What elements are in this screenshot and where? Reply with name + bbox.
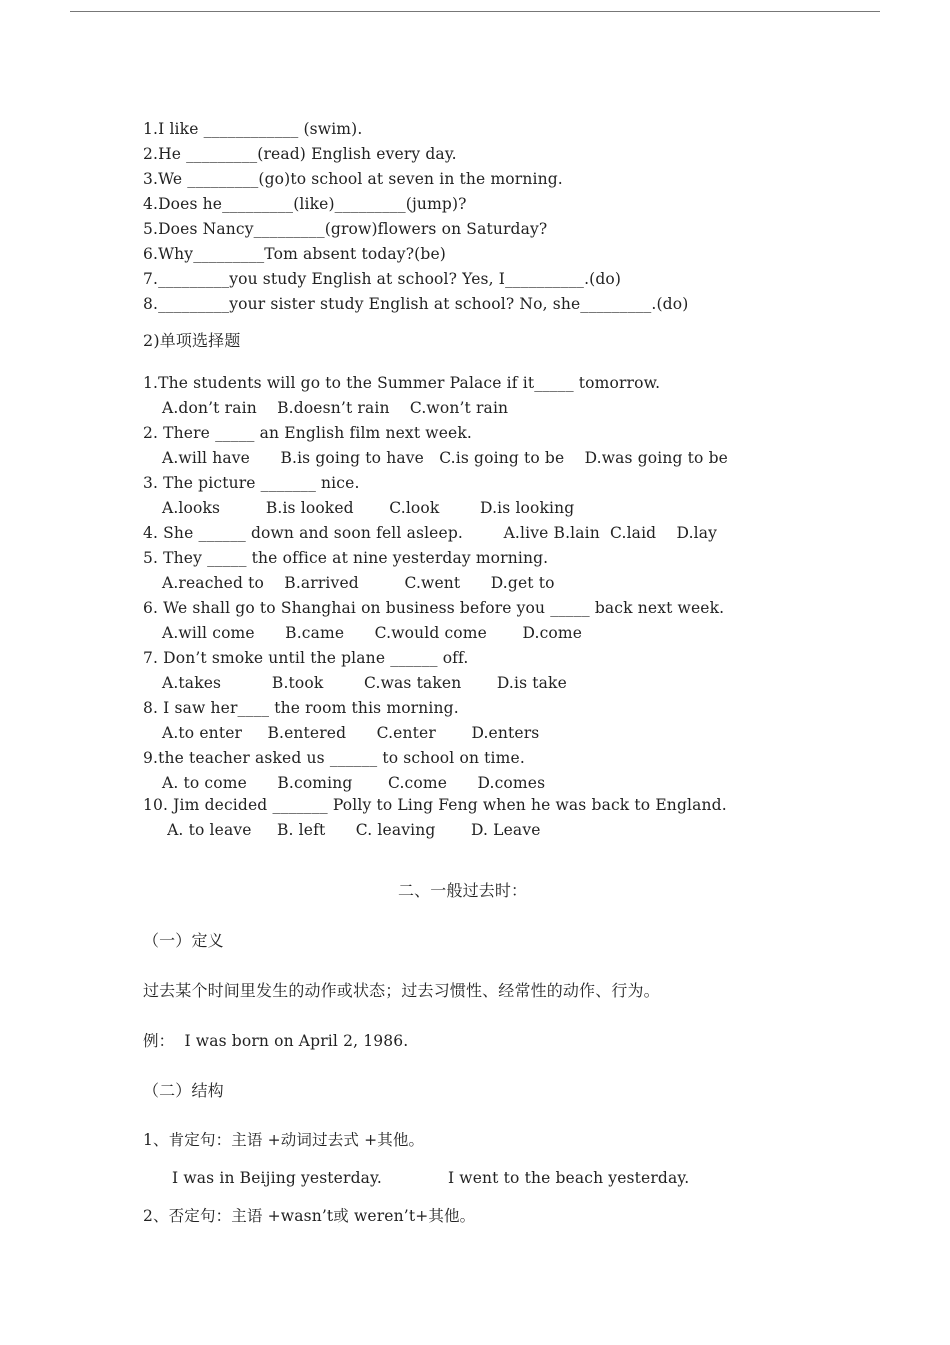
mcq-question-4: 4. She ______ down and soon fell asleep. A.live B.lain C.laid D.lay (143, 524, 718, 542)
definition-heading: （一）定义 (143, 931, 224, 950)
exercise-item-2: 2.He _________(read) English every day. (143, 145, 457, 163)
mcq-question-7: 7. Don’t smoke until the plane ______ off. (143, 649, 469, 667)
mcq-question-3: 3. The picture _______ nice. (143, 474, 360, 492)
mcq-question-8: 8. I saw her____ the room this morning. (143, 699, 459, 717)
mcq-question-1: 1.The students will go to the Summer Palace if it_____ tomorrow. (143, 374, 661, 392)
mcq-options-10: A. to leave B. left C. leaving D. Leave (162, 821, 541, 839)
negative-rule: 2、否定句：主语 +wasn’t或 weren’t+其他。 (143, 1207, 476, 1225)
mcq-options-5: A.reached to B.arrived C.went D.get to (162, 574, 555, 592)
mcq-options-8: A.to enter B.entered C.enter D.enters (162, 724, 540, 742)
exercise-item-8: 8._________your sister study English at school? No, she_________.(do) (143, 295, 689, 313)
mcq-options-6: A.will come B.came C.would come D.come (162, 624, 583, 642)
mcq-options-9: A. to come B.coming C.come D.comes (162, 774, 546, 792)
mcq-options-1: A.don’t rain B.doesn’t rain C.won’t rain (162, 399, 509, 417)
section-heading-past-tense: 二、一般过去时： (398, 881, 528, 900)
exercise-item-6: 6.Why_________Tom absent today?(be) (143, 245, 446, 263)
section-heading-multiple-choice: 2)单项选择题 (143, 331, 241, 350)
mcq-question-2: 2. There _____ an English film next week. (143, 424, 472, 442)
definition-text: 过去某个时间里发生的动作或状态；过去习惯性、经常性的动作、行为。 (143, 981, 660, 1000)
affirmative-examples: I was in Beijing yesterday. I went to the beach yesterday. (172, 1169, 690, 1187)
structure-heading: （二）结构 (143, 1081, 224, 1100)
mcq-question-10: 10. Jim decided _______ Polly to Ling Feng when he was back to England. (143, 796, 727, 814)
exercise-item-4: 4.Does he_________(like)_________(jump)? (143, 195, 467, 213)
affirmative-rule: 1、肯定句：主语 +动词过去式 +其他。 (143, 1131, 425, 1149)
exercise-item-1: 1.I like ____________ (swim). (143, 120, 363, 138)
mcq-options-3: A.looks B.is looked C.look D.is looking (162, 499, 575, 517)
exercise-item-3: 3.We _________(go)to school at seven in the morning. (143, 170, 563, 188)
mcq-question-6: 6. We shall go to Shanghai on business before you _____ back next week. (143, 599, 725, 617)
mcq-options-7: A.takes B.took C.was taken D.is take (162, 674, 567, 692)
mcq-options-2: A.will have B.is going to have C.is going to be D.was going to be (162, 449, 728, 467)
exercise-item-7: 7._________you study English at school? Yes, I__________.(do) (143, 270, 622, 288)
exercise-item-5: 5.Does Nancy_________(grow)flowers on Saturday? (143, 220, 548, 238)
example-sentence: 例： I was born on April 2, 1986. (143, 1032, 409, 1050)
mcq-question-5: 5. They _____ the office at nine yesterday morning. (143, 549, 549, 567)
mcq-question-9: 9.the teacher asked us ______ to school on time. (143, 749, 525, 767)
